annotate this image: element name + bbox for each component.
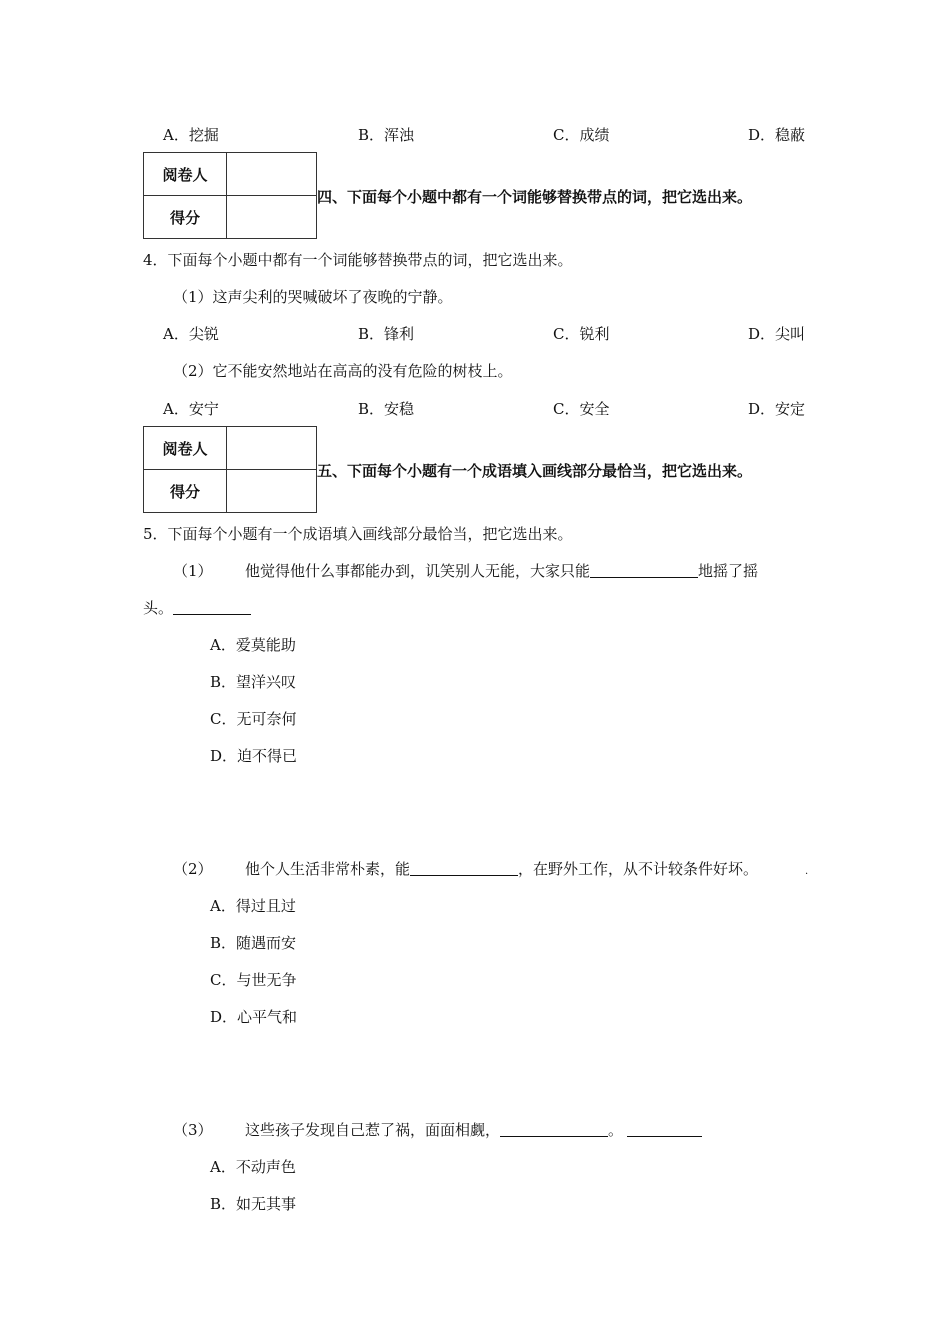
q5-1-answer-blank[interactable]	[590, 561, 698, 578]
q5-2-option-d: D．心平气和	[210, 1008, 298, 1026]
q3-options-row	[163, 124, 843, 146]
q5-1-stem-a: 他觉得他什么事都能办到，讥笑别人无能，大家只能	[245, 562, 591, 580]
q5-1-option-a: A．爱莫能助	[210, 636, 296, 654]
q4-1-stem: （1）这声尖利的哭喊破坏了夜晚的宁静。	[173, 288, 453, 306]
q5-3-option-b: B．如无其事	[210, 1195, 297, 1213]
grader-table-section5	[143, 426, 317, 513]
q5-3-answer-blank[interactable]	[500, 1120, 608, 1137]
option-c: C．锐利	[553, 325, 610, 343]
q5-1-option-b: B．望洋兴叹	[210, 673, 297, 691]
reviewer-label: 阅卷人	[144, 427, 227, 470]
q5-3-number: （3）	[173, 1121, 213, 1139]
option-a: A．安宁	[163, 400, 219, 418]
q5-2-option-b: B．随遇而安	[210, 934, 297, 952]
score-label: 得分	[144, 470, 227, 513]
score-cell	[227, 196, 317, 239]
q4-1-options-row	[163, 323, 843, 345]
q5-1-stem-line	[245, 560, 758, 581]
q5-2-option-a: A．得过且过	[210, 897, 296, 915]
grader-table-section4	[143, 152, 317, 239]
option-d: D．稳蔽	[748, 126, 806, 144]
reviewer-cell	[227, 153, 317, 196]
q5-1-option-d: D．迫不得已	[210, 747, 298, 765]
q5-3-stem-a: 这些孩子发现自己惹了祸，面面相觑，	[245, 1121, 501, 1139]
q5-2-stem-line	[245, 858, 758, 879]
q5-3-trailing-blank[interactable]	[627, 1120, 702, 1137]
q5-1-number: （1）	[173, 562, 213, 580]
q5-3-stem-line	[245, 1119, 702, 1140]
q5-1-option-c: C．无可奈何	[210, 710, 297, 728]
q5-2-answer-blank[interactable]	[410, 859, 518, 876]
option-c: C．安全	[553, 400, 610, 418]
section5-title: 五、下面每个小题有一个成语填入画线部分最恰当，把它选出来。	[317, 462, 753, 480]
option-d: D．尖叫	[748, 325, 806, 343]
q5-3-stem-b: 。	[608, 1121, 624, 1139]
option-a: A．挖掘	[163, 126, 219, 144]
reviewer-label: 阅卷人	[144, 153, 227, 196]
q5-3-option-a: A．不动声色	[210, 1158, 296, 1176]
option-c: C．成绩	[553, 126, 610, 144]
q5-2-option-c: C．与世无争	[210, 971, 297, 989]
q5-1-stem-c: 头。	[143, 599, 174, 617]
reviewer-cell	[227, 427, 317, 470]
option-a: A．尖锐	[163, 325, 219, 343]
q5-1-stem-cont	[143, 597, 251, 618]
q5-2-stem-a: 他个人生活非常朴素，能	[245, 860, 411, 878]
section4-title: 四、下面每个小题中都有一个词能够替换带点的词，把它选出来。	[317, 188, 753, 206]
q5-2-stem-b: ，在野外工作，从不计较条件好坏。	[518, 860, 759, 878]
q5-1-trailing-blank[interactable]	[173, 598, 251, 615]
option-b: B．浑浊	[358, 126, 415, 144]
option-b: B．锋利	[358, 325, 415, 343]
option-d: D．安定	[748, 400, 806, 418]
trailing-mark: .	[805, 866, 809, 877]
question-4: 4．下面每个小题中都有一个词能够替换带点的词，把它选出来。	[143, 251, 573, 269]
q5-2-number: （2）	[173, 860, 213, 878]
score-cell	[227, 470, 317, 513]
q5-1-stem-b: 地摇了摇	[698, 562, 759, 580]
q4-2-stem: （2）它不能安然地站在高高的没有危险的树枝上。	[173, 362, 513, 380]
score-label: 得分	[144, 196, 227, 239]
q4-2-options-row	[163, 398, 843, 420]
question-5: 5．下面每个小题有一个成语填入画线部分最恰当，把它选出来。	[143, 525, 573, 543]
option-b: B．安稳	[358, 400, 415, 418]
